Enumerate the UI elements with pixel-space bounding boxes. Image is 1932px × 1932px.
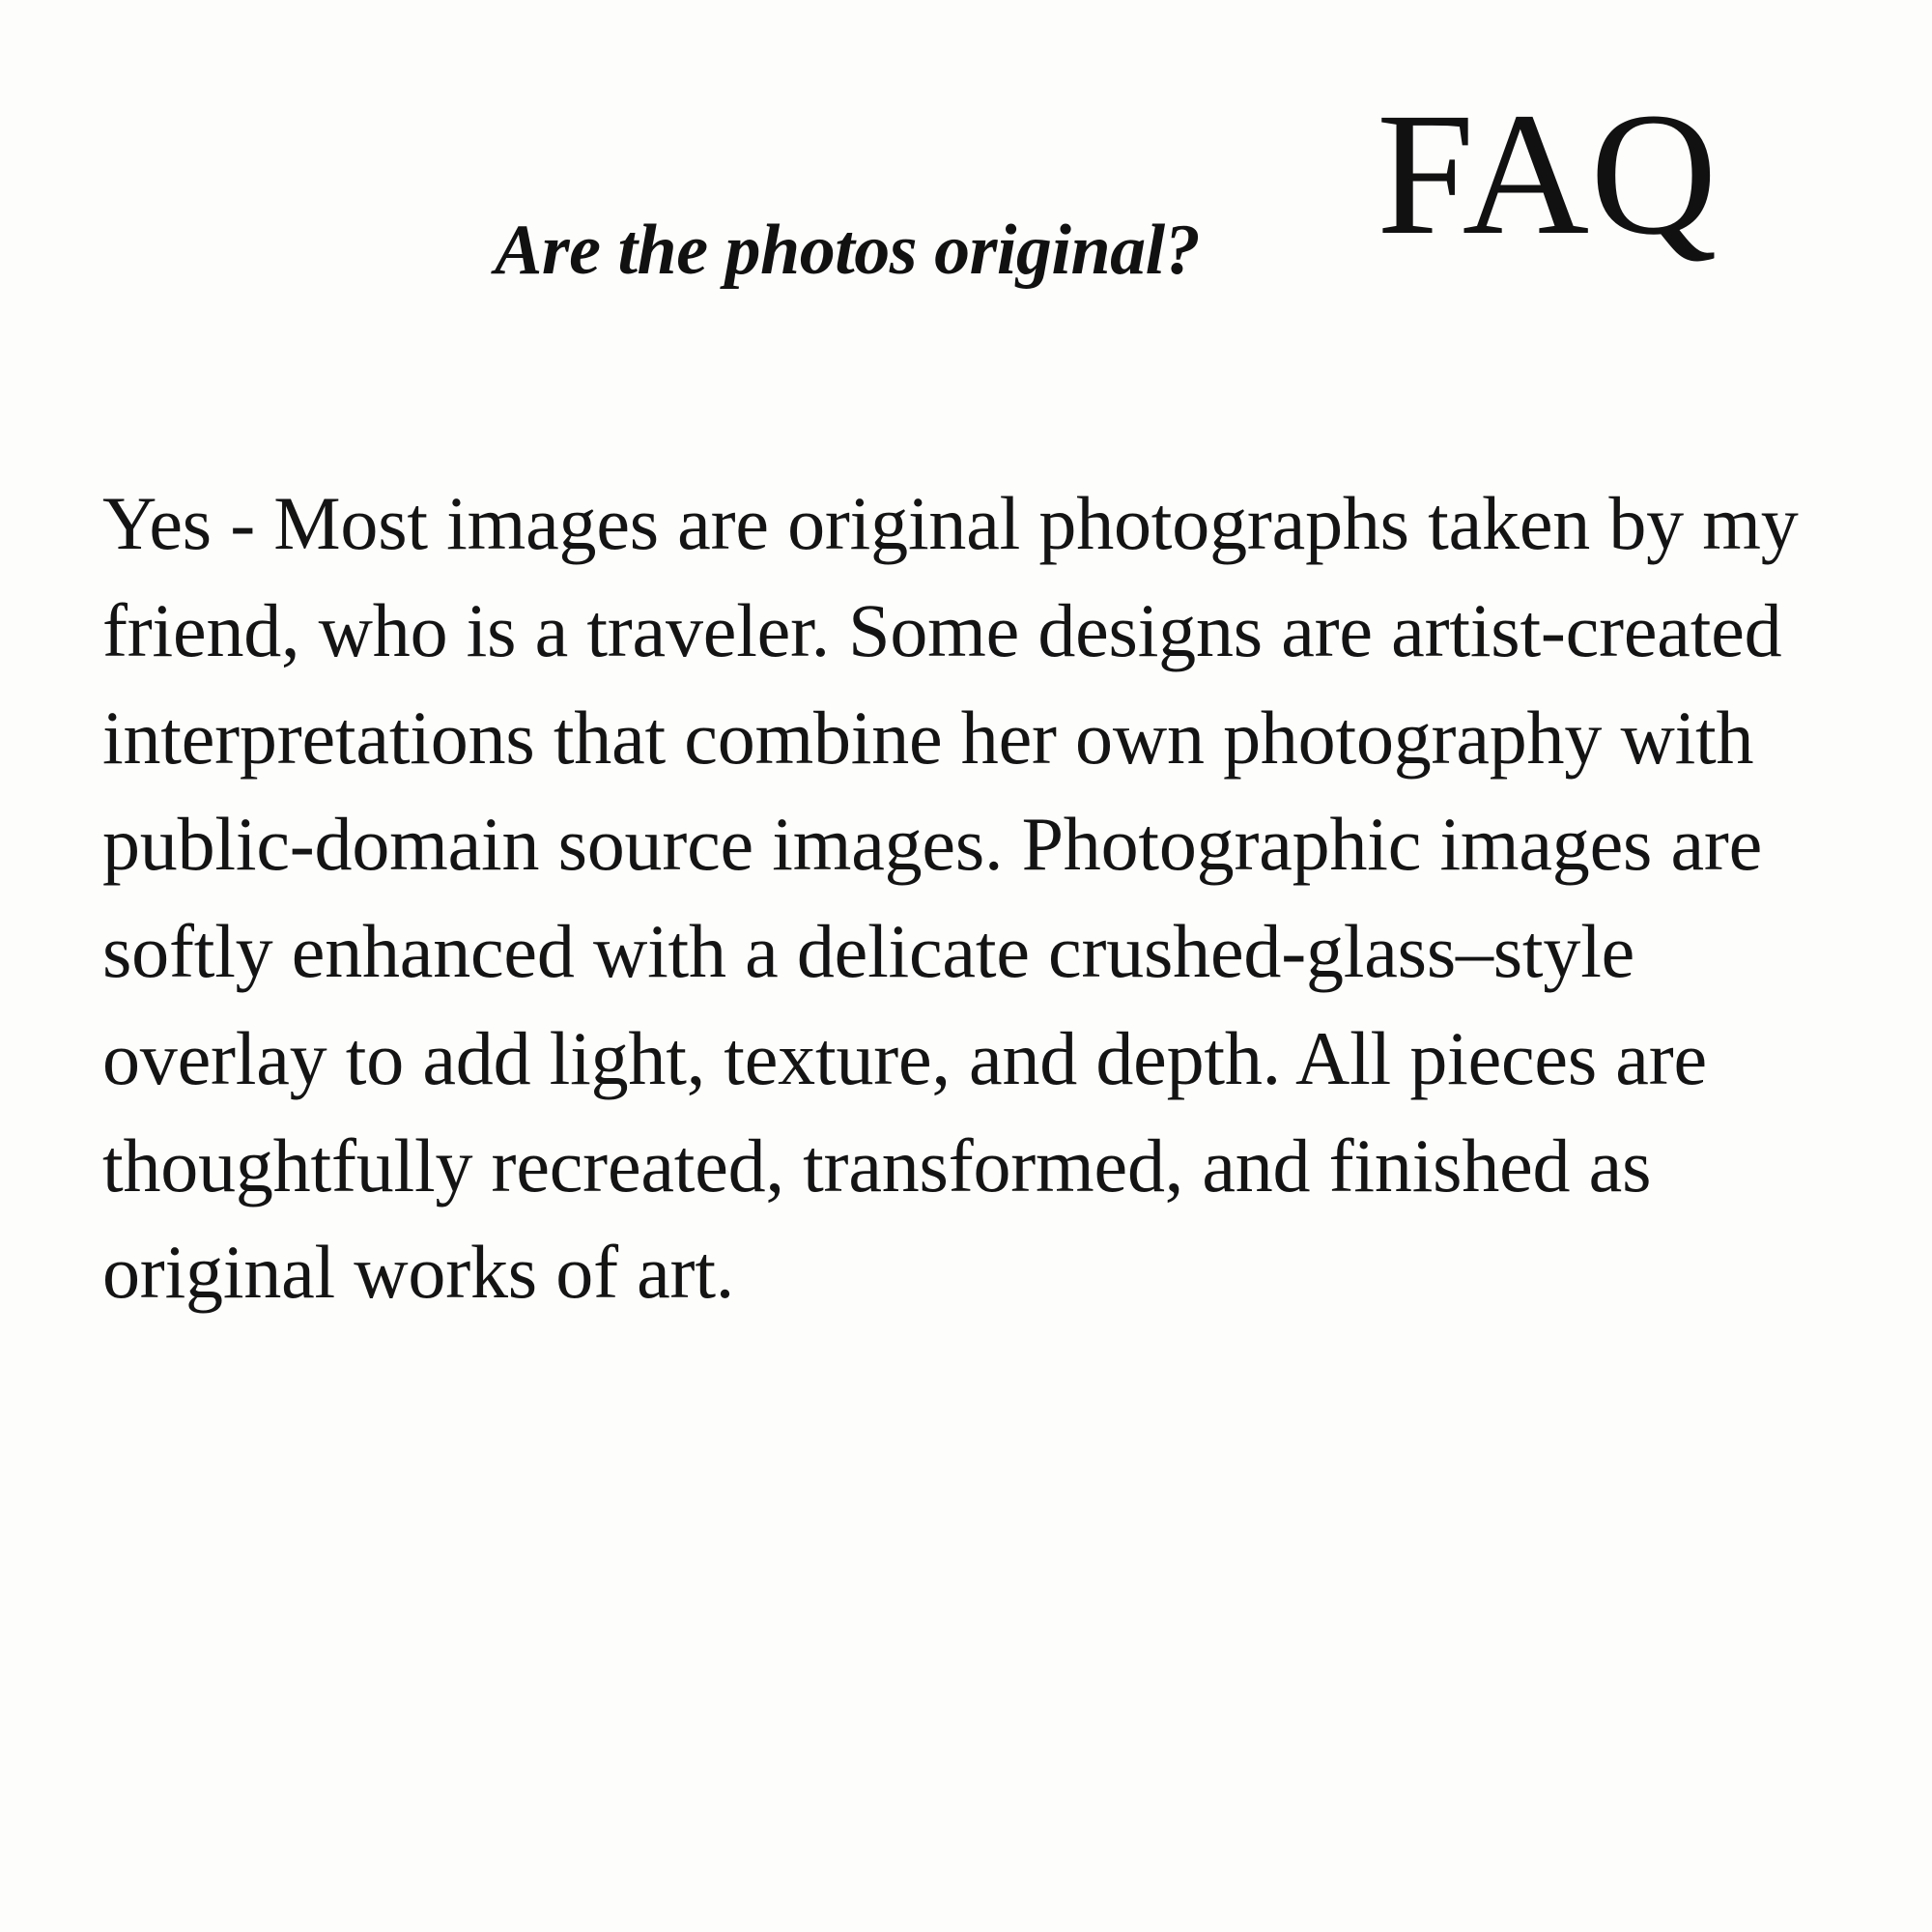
section-title: FAQ [1377, 77, 1719, 271]
faq-question: Are the photos original? [495, 211, 1201, 290]
faq-header [0, 0, 1932, 367]
faq-answer: Yes - Most images are original photographs taken by my friend, who is a traveler. Some designs are artist-created interpretations that combine her own photography with public-domain source images. Photographic images are softly enhanced with a delicate crushed-glass–style overlay to add light, texture, and depth. All pieces are thoughtfully recreated, transformed, and finished as original works of art. [102, 481, 1799, 1315]
